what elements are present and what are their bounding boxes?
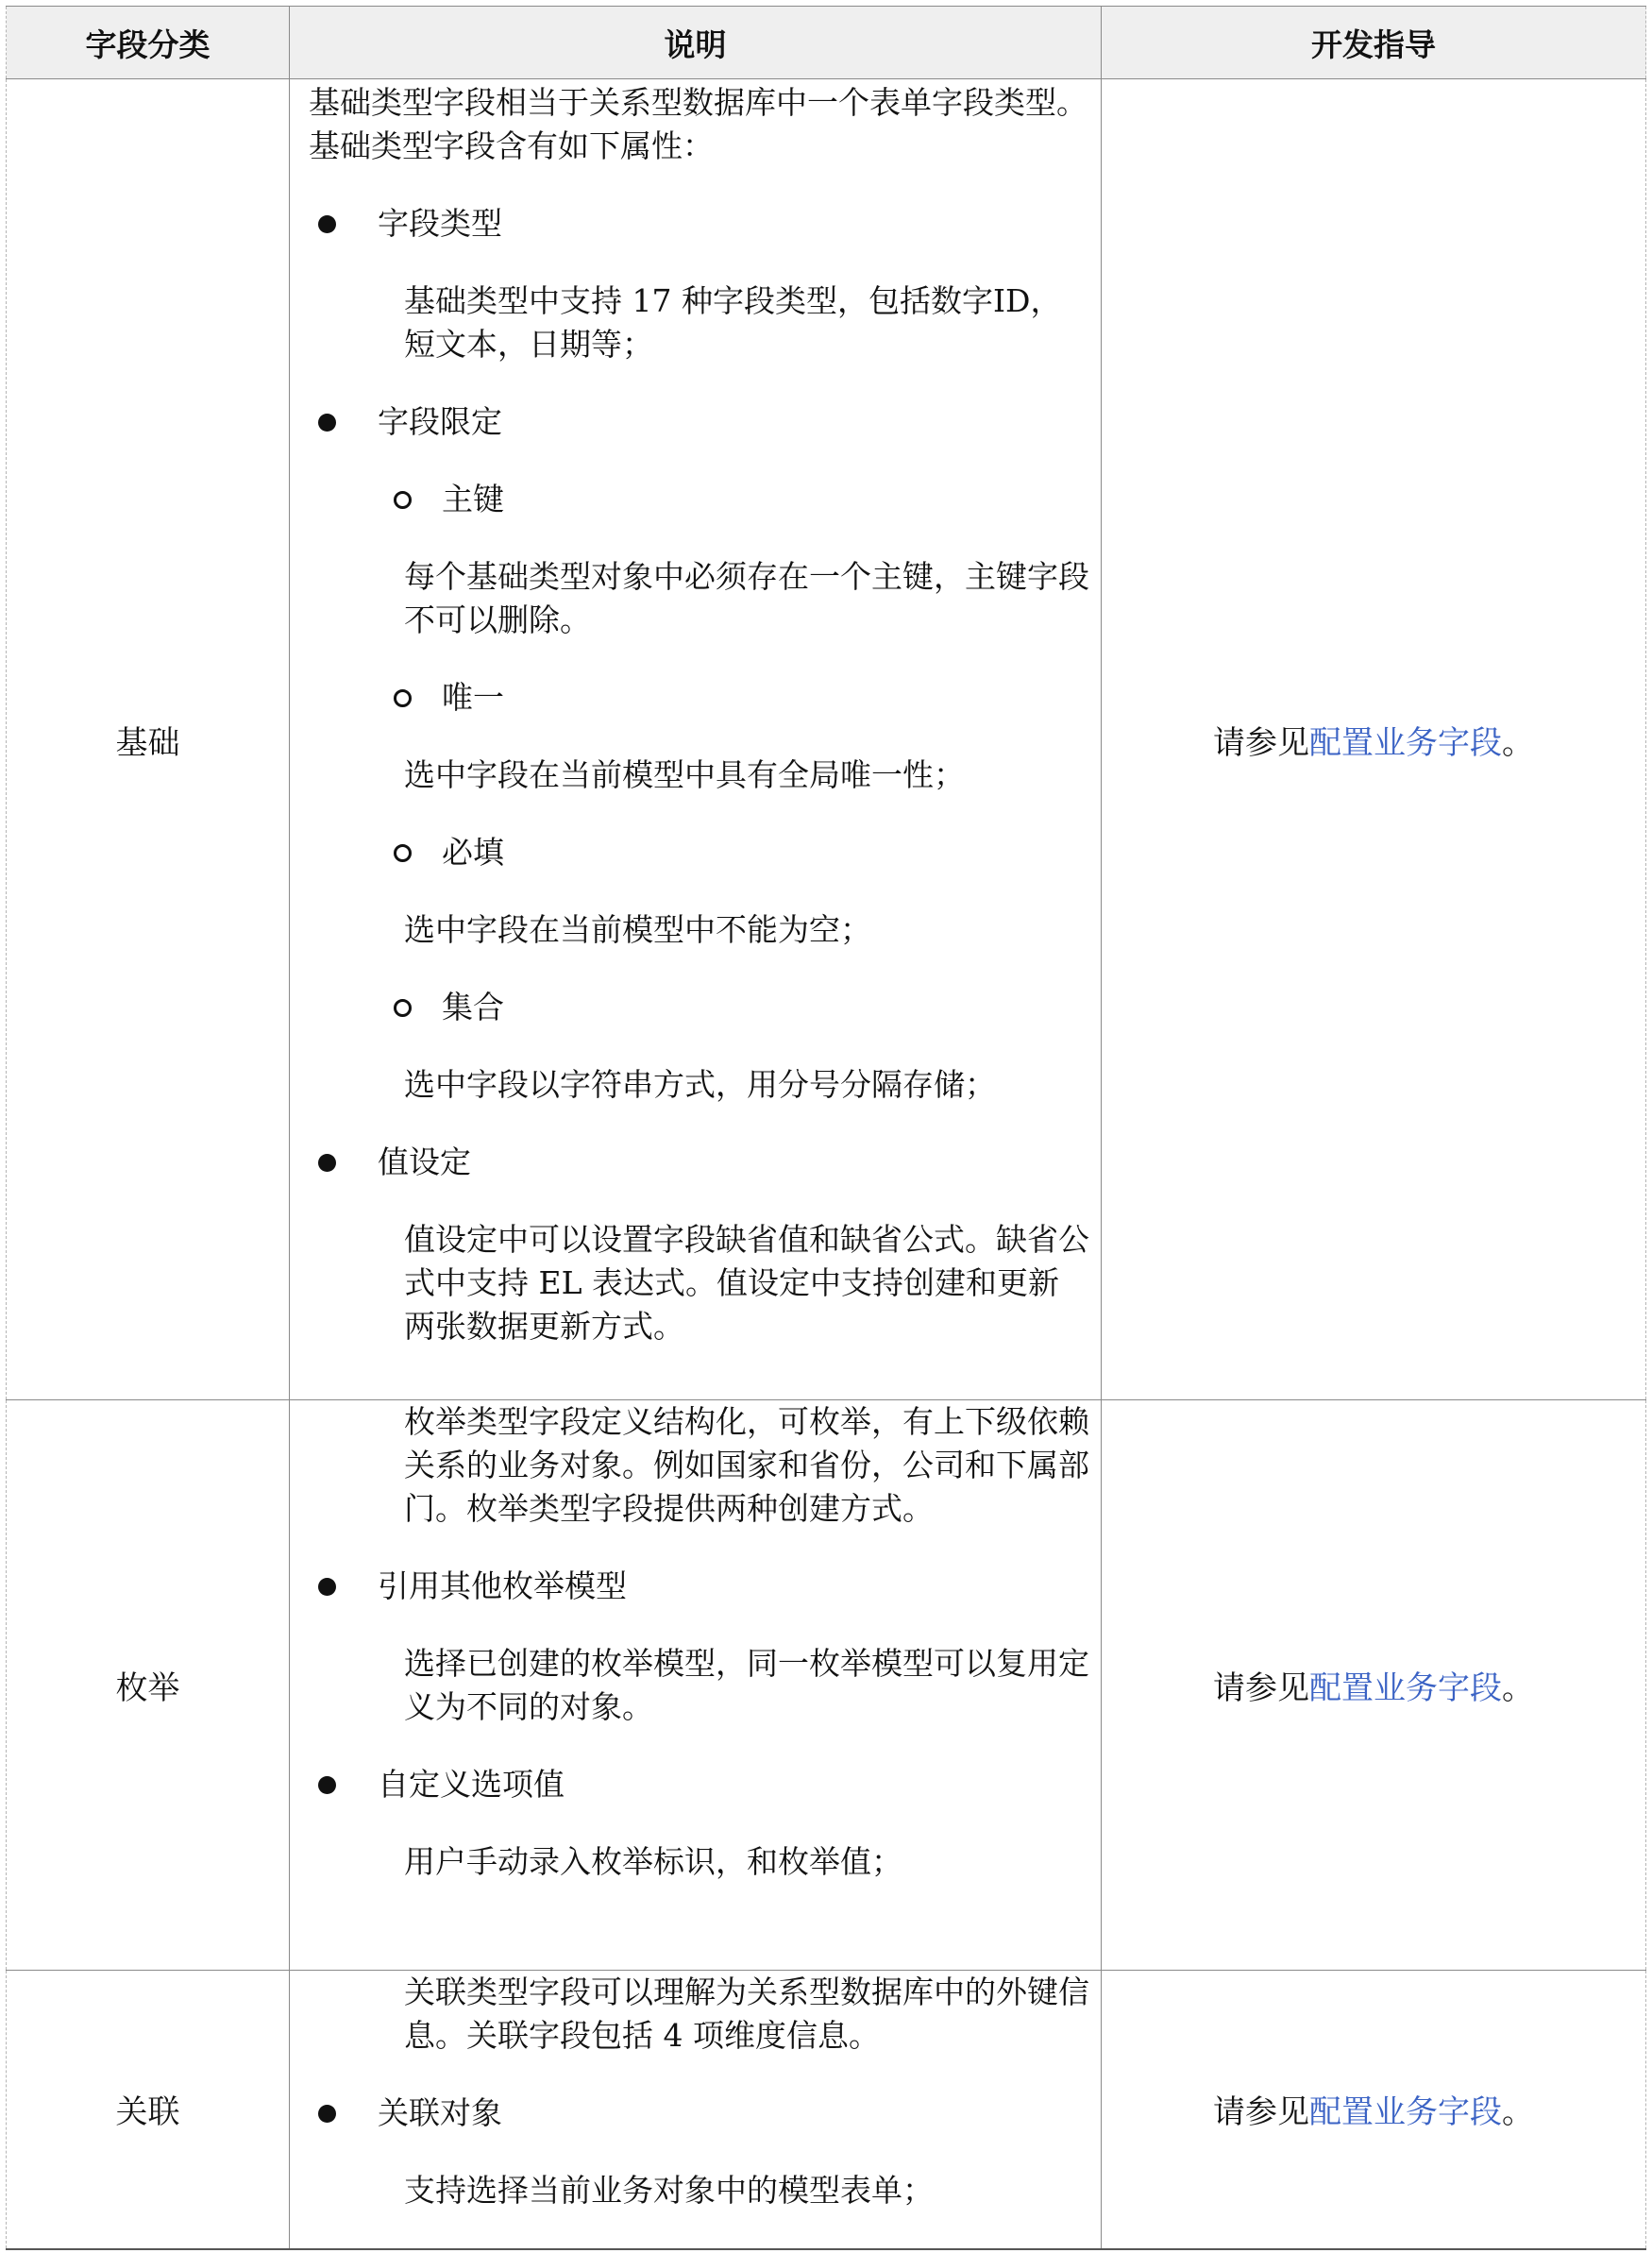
- bullet-label: 引用其他枚举模型: [378, 1567, 627, 1604]
- sub-bullet-text: 选中字段以字符串方式，用分号分隔存储；: [404, 1066, 996, 1103]
- bullet-label: 自定义选项值: [378, 1766, 565, 1803]
- guide-link[interactable]: 配置业务字段: [1309, 1669, 1502, 1707]
- guide-prefix: 请参见: [1213, 723, 1309, 762]
- description-cell: [290, 1971, 1102, 2249]
- bullet-dot-icon: [318, 1776, 336, 1794]
- intro-text: 枚举类型字段定义结构化，可枚举，有上下级依赖关系的业务对象。例如国家和省份，公司和下属部门。枚举类型字段提供两种创建方式。: [404, 1403, 1089, 1527]
- bullet-ring-icon: [394, 844, 412, 862]
- bullet-label: 关联对象: [378, 2094, 502, 2131]
- field-category-table: [6, 6, 1646, 2250]
- table-row-basic: [7, 79, 1646, 1400]
- table-row-relation: [7, 1971, 1646, 2249]
- bullet-dot-icon: [318, 215, 336, 233]
- sub-bullet-label: 唯一: [442, 679, 504, 716]
- bullet-dot-icon: [318, 2105, 336, 2123]
- bullet-dot-icon: [318, 414, 336, 432]
- bullet-dot-icon: [318, 1578, 336, 1596]
- header-guide: 开发指导: [1102, 7, 1646, 79]
- guide-cell: [1102, 1400, 1646, 1971]
- guide-suffix: 。: [1502, 723, 1534, 762]
- guide-link[interactable]: 配置业务字段: [1309, 2093, 1502, 2132]
- sub-bullet-item: [309, 676, 1089, 720]
- bullet-text: 值设定中可以设置字段缺省值和缺省公式。缺省公式中支持 EL 表达式。值设定中支持创建和更新两张数据更新方式。: [404, 1221, 1089, 1345]
- sub-bullet-text: 选中字段在当前模型中具有全局唯一性；: [404, 756, 965, 793]
- bullet-label: 字段限定: [378, 403, 502, 440]
- bullet-item: [309, 1565, 1089, 1608]
- sub-bullet-item: [309, 478, 1089, 521]
- bullet-item: [309, 1141, 1089, 1184]
- sub-bullet-label: 必填: [442, 834, 504, 871]
- guide-prefix: 请参见: [1213, 1669, 1309, 1707]
- bullet-text: 选择已创建的枚举模型，同一枚举模型可以复用定义为不同的对象。: [404, 1645, 1089, 1725]
- bullet-ring-icon: [394, 999, 412, 1017]
- category-cell: 关联: [7, 1971, 290, 2249]
- bullet-text: 基础类型中支持 17 种字段类型，包括数字ID，短文本，日期等；: [404, 282, 1062, 363]
- guide-prefix: 请参见: [1213, 2093, 1309, 2132]
- table-row-enum: [7, 1400, 1646, 1971]
- intro-text: 关联类型字段可以理解为关系型数据库中的外键信息。关联字段包括 4 项维度信息。: [404, 1973, 1089, 2054]
- bullet-item: [309, 1763, 1089, 1806]
- table-header-row: [7, 7, 1646, 79]
- sub-bullet-label: 主键: [442, 481, 504, 517]
- bullet-label: 字段类型: [378, 205, 502, 242]
- header-description: 说明: [290, 7, 1102, 79]
- bullet-item: [309, 2092, 1089, 2135]
- guide-cell: [1102, 79, 1646, 1400]
- category-cell: 枚举: [7, 1400, 290, 1971]
- bullet-item: [309, 400, 1089, 444]
- header-category: 字段分类: [7, 7, 290, 79]
- sub-bullet-item: [309, 986, 1089, 1029]
- sub-bullet-text: 选中字段在当前模型中不能为空；: [404, 911, 871, 948]
- bullet-ring-icon: [394, 491, 412, 509]
- sub-bullet-text: 每个基础类型对象中必须存在一个主键，主键字段不可以删除。: [404, 558, 1089, 638]
- bullet-text: 支持选择当前业务对象中的模型表单；: [404, 2172, 934, 2209]
- guide-suffix: 。: [1502, 2093, 1534, 2132]
- guide-link[interactable]: 配置业务字段: [1309, 723, 1502, 762]
- bullet-label: 值设定: [378, 1143, 471, 1180]
- bullet-ring-icon: [394, 689, 412, 707]
- guide-cell: [1102, 1971, 1646, 2249]
- bullet-item: [309, 202, 1089, 246]
- bullet-text: 用户手动录入枚举标识，和枚举值；: [404, 1843, 902, 1880]
- sub-bullet-item: [309, 831, 1089, 874]
- category-cell: 基础: [7, 79, 290, 1400]
- description-cell: [290, 79, 1102, 1400]
- bullet-dot-icon: [318, 1154, 336, 1172]
- intro-text: 基础类型字段相当于关系型数据库中一个表单字段类型。基础类型字段含有如下属性：: [309, 84, 1087, 164]
- sub-bullet-label: 集合: [442, 989, 504, 1025]
- description-cell: [290, 1400, 1102, 1971]
- guide-suffix: 。: [1502, 1669, 1534, 1707]
